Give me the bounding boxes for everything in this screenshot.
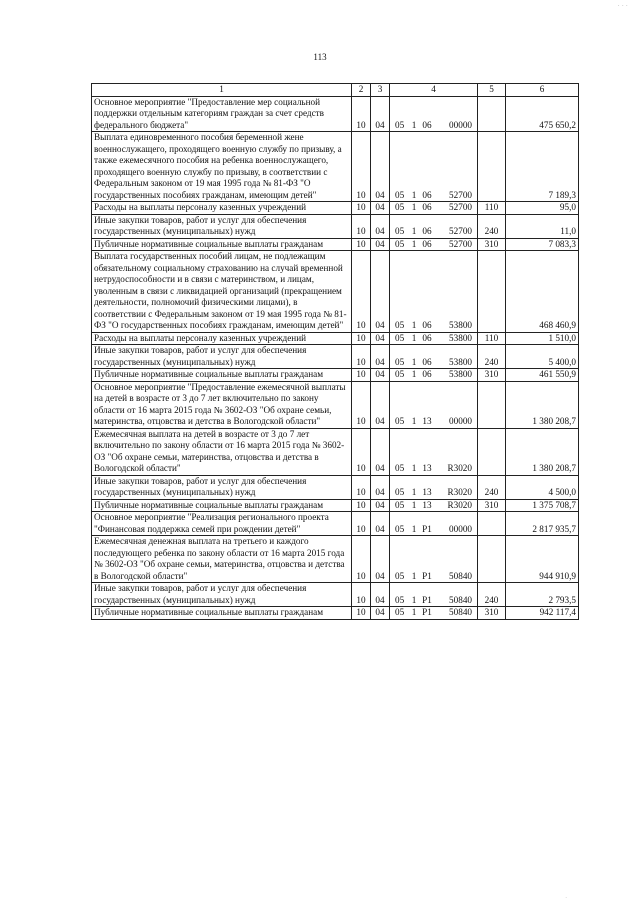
code-program: 05 — [395, 499, 405, 510]
row-name: Публичные нормативные социальные выплаты гражданам — [92, 369, 352, 382]
row-name: Основное мероприятие "Предоставление мер социальной поддержки отдельным категориям граждан за счет средств федерального бюджета" — [92, 96, 352, 132]
code-subprogram: 1 — [411, 189, 417, 200]
header-cell: 5 — [478, 84, 506, 97]
code-direction: R3020 — [447, 487, 472, 497]
code-event: 06 — [422, 189, 432, 200]
code-subprogram: 1 — [411, 202, 417, 212]
row-subsection: 04 — [371, 536, 390, 583]
code-direction: 52700 — [449, 202, 472, 212]
code-program: 05 — [395, 523, 405, 534]
row-target-code — [390, 475, 478, 499]
row-expense-type: 310 — [478, 238, 506, 251]
table-row — [92, 381, 579, 428]
row-section: 10 — [352, 345, 371, 369]
code-program: 05 — [395, 238, 405, 249]
row-name: Публичные нормативные социальные выплаты гражданам — [92, 607, 352, 620]
code-subprogram: 1 — [411, 499, 417, 510]
code-subprogram: 1 — [411, 594, 417, 605]
code-event: 13 — [422, 487, 432, 497]
table-row — [92, 499, 579, 512]
table-row — [92, 583, 579, 607]
row-expense-type — [478, 428, 506, 475]
code-program: 05 — [395, 320, 405, 330]
row-section: 10 — [352, 475, 371, 499]
table-row — [92, 251, 579, 333]
row-subsection: 04 — [371, 345, 390, 369]
row-target-code — [390, 369, 478, 382]
row-sum: 1 510,0 — [506, 332, 579, 345]
table-row — [92, 369, 579, 382]
header-cell: 3 — [371, 84, 390, 97]
row-target-code — [390, 332, 478, 345]
code-direction: R3020 — [447, 463, 472, 473]
table-row — [92, 132, 579, 202]
table-row — [92, 96, 579, 132]
row-sum: 475 650,2 — [506, 96, 579, 132]
code-subprogram: 1 — [411, 369, 417, 379]
code-event: P1 — [422, 594, 432, 605]
code-event: 06 — [422, 119, 432, 130]
code-event: 06 — [422, 238, 432, 249]
header-cell: 1 — [92, 84, 352, 97]
code-direction: 00000 — [449, 119, 472, 130]
row-name: Публичные нормативные социальные выплаты гражданам — [92, 499, 352, 512]
code-program: 05 — [395, 607, 405, 617]
row-target-code — [390, 202, 478, 215]
table-row — [92, 345, 579, 369]
row-sum: 1 375 708,7 — [506, 499, 579, 512]
row-section: 10 — [352, 607, 371, 620]
code-event: 06 — [422, 332, 432, 343]
row-section: 10 — [352, 214, 371, 238]
code-program: 05 — [395, 332, 405, 343]
code-subprogram: 1 — [411, 226, 417, 236]
row-expense-type: 110 — [478, 332, 506, 345]
code-subprogram: 1 — [411, 320, 417, 330]
row-subsection: 04 — [371, 381, 390, 428]
row-name: Расходы на выплаты персоналу казенных учреждений — [92, 202, 352, 215]
row-sum: 4 500,0 — [506, 475, 579, 499]
header-cell: 2 — [352, 84, 371, 97]
row-name: Основное мероприятие "Предоставление ежемесячной выплаты на детей в возрасте от 3 до 7 лет включительно по закону области от 16 марта 2015 года № 3602-ОЗ "Об охране семьи, материнства, отцовства и детства в Вологодской области" — [92, 381, 352, 428]
table-row — [92, 214, 579, 238]
row-section: 10 — [352, 251, 371, 333]
row-section: 10 — [352, 238, 371, 251]
row-sum: 2 793,5 — [506, 583, 579, 607]
row-expense-type: 310 — [478, 499, 506, 512]
row-name: Ежемесячная денежная выплата на третьего и каждого последующего ребенка по закону области от 16 марта 2015 года № 3602-ОЗ "Об охране семьи, материнства, отцовства и детства в Вологодской области" — [92, 536, 352, 583]
code-program: 05 — [395, 487, 405, 497]
code-event: 06 — [422, 202, 432, 212]
table-row — [92, 332, 579, 345]
code-direction: 53800 — [449, 332, 472, 343]
code-event: 13 — [422, 463, 432, 473]
row-name: Иные закупки товаров, работ и услуг для обеспечения государственных (муниципальных) нужд — [92, 345, 352, 369]
row-sum: 944 910,9 — [506, 536, 579, 583]
code-direction: 50840 — [449, 607, 472, 617]
table-row — [92, 202, 579, 215]
code-subprogram: 1 — [411, 570, 417, 581]
row-section: 10 — [352, 428, 371, 475]
code-subprogram: 1 — [411, 356, 417, 367]
row-subsection: 04 — [371, 607, 390, 620]
row-section: 10 — [352, 512, 371, 536]
row-expense-type — [478, 96, 506, 132]
code-program: 05 — [395, 226, 405, 236]
row-subsection: 04 — [371, 332, 390, 345]
code-direction: 50840 — [449, 570, 472, 581]
row-target-code — [390, 583, 478, 607]
row-section: 10 — [352, 332, 371, 345]
row-subsection: 04 — [371, 512, 390, 536]
code-program: 05 — [395, 570, 405, 581]
row-sum: 461 550,9 — [506, 369, 579, 382]
row-sum: 95,0 — [506, 202, 579, 215]
table-row — [92, 428, 579, 475]
row-subsection: 04 — [371, 202, 390, 215]
code-subprogram: 1 — [411, 416, 417, 426]
row-subsection: 04 — [371, 96, 390, 132]
budget-table — [91, 83, 579, 620]
row-target-code — [390, 214, 478, 238]
code-event: P1 — [422, 523, 432, 534]
row-target-code — [390, 536, 478, 583]
row-name: Иные закупки товаров, работ и услуг для обеспечения государственных (муниципальных) нужд — [92, 475, 352, 499]
header-cell: 4 — [390, 84, 478, 97]
row-subsection: 04 — [371, 475, 390, 499]
row-subsection: 04 — [371, 238, 390, 251]
code-direction: 00000 — [449, 416, 472, 426]
row-expense-type: 240 — [478, 214, 506, 238]
code-direction: 50840 — [449, 594, 472, 605]
row-sum: 1 380 208,7 — [506, 381, 579, 428]
row-name: Ежемесячная выплата на детей в возрасте от 3 до 7 лет включительно по закону области от 16 марта 2015 года № 3602-ОЗ "Об охране семьи, материнства, отцовства и детства в Вологодской области" — [92, 428, 352, 475]
code-subprogram: 1 — [411, 487, 417, 497]
code-event: 06 — [422, 356, 432, 367]
code-subprogram: 1 — [411, 607, 417, 617]
table-row — [92, 475, 579, 499]
row-expense-type: 310 — [478, 607, 506, 620]
row-expense-type — [478, 381, 506, 428]
code-subprogram: 1 — [411, 463, 417, 473]
row-expense-type — [478, 512, 506, 536]
code-program: 05 — [395, 189, 405, 200]
code-subprogram: 1 — [411, 119, 417, 130]
row-section: 10 — [352, 96, 371, 132]
row-target-code — [390, 607, 478, 620]
code-program: 05 — [395, 119, 405, 130]
row-target-code — [390, 238, 478, 251]
page-number: 113 — [313, 52, 327, 62]
row-section: 10 — [352, 381, 371, 428]
code-direction: 52700 — [449, 226, 472, 236]
row-sum: 942 117,4 — [506, 607, 579, 620]
code-subprogram: 1 — [411, 332, 417, 343]
code-event: 06 — [422, 320, 432, 330]
code-event: 13 — [422, 499, 432, 510]
code-direction: 53800 — [449, 369, 472, 379]
table-row — [92, 607, 579, 620]
row-target-code — [390, 251, 478, 333]
row-name: Публичные нормативные социальные выплаты гражданам — [92, 238, 352, 251]
row-section: 10 — [352, 536, 371, 583]
row-target-code — [390, 499, 478, 512]
row-sum: 2 817 935,7 — [506, 512, 579, 536]
code-direction: 53800 — [449, 320, 472, 330]
row-name: Иные закупки товаров, работ и услуг для обеспечения государственных (муниципальных) нужд — [92, 583, 352, 607]
code-program: 05 — [395, 369, 405, 379]
row-name: Выплата единовременного пособия беременной жене военнослужащего, проходящего военную службу по призыву, а также ежемесячного пособия на ребенка военнослужащего, проходящего военную службу по призыву, в соответствии с Федеральным законом от 19 мая 1995 года № 81-ФЗ "О государственных пособиях гражданам, имеющим детей" — [92, 132, 352, 202]
row-subsection: 04 — [371, 499, 390, 512]
row-sum: 7 189,3 — [506, 132, 579, 202]
code-direction: 52700 — [449, 238, 472, 249]
row-target-code — [390, 381, 478, 428]
row-subsection: 04 — [371, 428, 390, 475]
row-subsection: 04 — [371, 214, 390, 238]
code-direction: 00000 — [449, 523, 472, 534]
table-row — [92, 536, 579, 583]
code-program: 05 — [395, 463, 405, 473]
row-section: 10 — [352, 202, 371, 215]
code-event: 06 — [422, 369, 432, 379]
row-target-code — [390, 428, 478, 475]
corner-mark: · · · — [617, 2, 628, 10]
code-program: 05 — [395, 202, 405, 212]
row-expense-type: 310 — [478, 369, 506, 382]
header-cell: 6 — [506, 84, 579, 97]
code-direction: 53800 — [449, 356, 472, 367]
row-sum: 468 460,9 — [506, 251, 579, 333]
code-subprogram: 1 — [411, 523, 417, 534]
scan-mark: · — [565, 894, 568, 902]
row-expense-type: 240 — [478, 345, 506, 369]
code-event: 06 — [422, 226, 432, 236]
code-event: P1 — [422, 570, 432, 581]
code-event: P1 — [422, 607, 432, 617]
row-target-code — [390, 512, 478, 536]
row-expense-type: 240 — [478, 583, 506, 607]
row-expense-type — [478, 132, 506, 202]
row-subsection: 04 — [371, 369, 390, 382]
code-direction: R3020 — [447, 499, 472, 510]
row-subsection: 04 — [371, 251, 390, 333]
row-target-code — [390, 96, 478, 132]
table-row — [92, 238, 579, 251]
row-sum: 11,0 — [506, 214, 579, 238]
row-sum: 1 380 208,7 — [506, 428, 579, 475]
row-expense-type: 110 — [478, 202, 506, 215]
row-expense-type — [478, 251, 506, 333]
table-body — [92, 96, 579, 619]
row-section: 10 — [352, 499, 371, 512]
header-row — [92, 84, 579, 97]
row-target-code — [390, 345, 478, 369]
row-section: 10 — [352, 132, 371, 202]
row-expense-type: 240 — [478, 475, 506, 499]
row-name: Иные закупки товаров, работ и услуг для обеспечения государственных (муниципальных) нужд — [92, 214, 352, 238]
row-name: Основное мероприятие "Реализация регионального проекта "Финансовая поддержка семей при рождении детей" — [92, 512, 352, 536]
table-row — [92, 512, 579, 536]
row-target-code — [390, 132, 478, 202]
code-program: 05 — [395, 416, 405, 426]
row-subsection: 04 — [371, 583, 390, 607]
row-expense-type — [478, 536, 506, 583]
row-name: Выплата государственных пособий лицам, не подлежащим обязательному социальному страхованию на случай временной нетрудоспособности и в связи с материнством, и лицам, уволенным в связи с ликвидацией организаций (прекращением деятельности, полномочий физическими лицами), в соответствии с Федеральным законом от 19 мая 1995 года № 81-ФЗ "О государственных пособиях гражданам, имеющим детей" — [92, 251, 352, 333]
row-section: 10 — [352, 583, 371, 607]
row-subsection: 04 — [371, 132, 390, 202]
row-sum: 5 400,0 — [506, 345, 579, 369]
row-sum: 7 083,3 — [506, 238, 579, 251]
code-event: 13 — [422, 416, 432, 426]
code-direction: 52700 — [449, 189, 472, 200]
row-name: Расходы на выплаты персоналу казенных учреждений — [92, 332, 352, 345]
code-subprogram: 1 — [411, 238, 417, 249]
row-section: 10 — [352, 369, 371, 382]
code-program: 05 — [395, 594, 405, 605]
code-program: 05 — [395, 356, 405, 367]
